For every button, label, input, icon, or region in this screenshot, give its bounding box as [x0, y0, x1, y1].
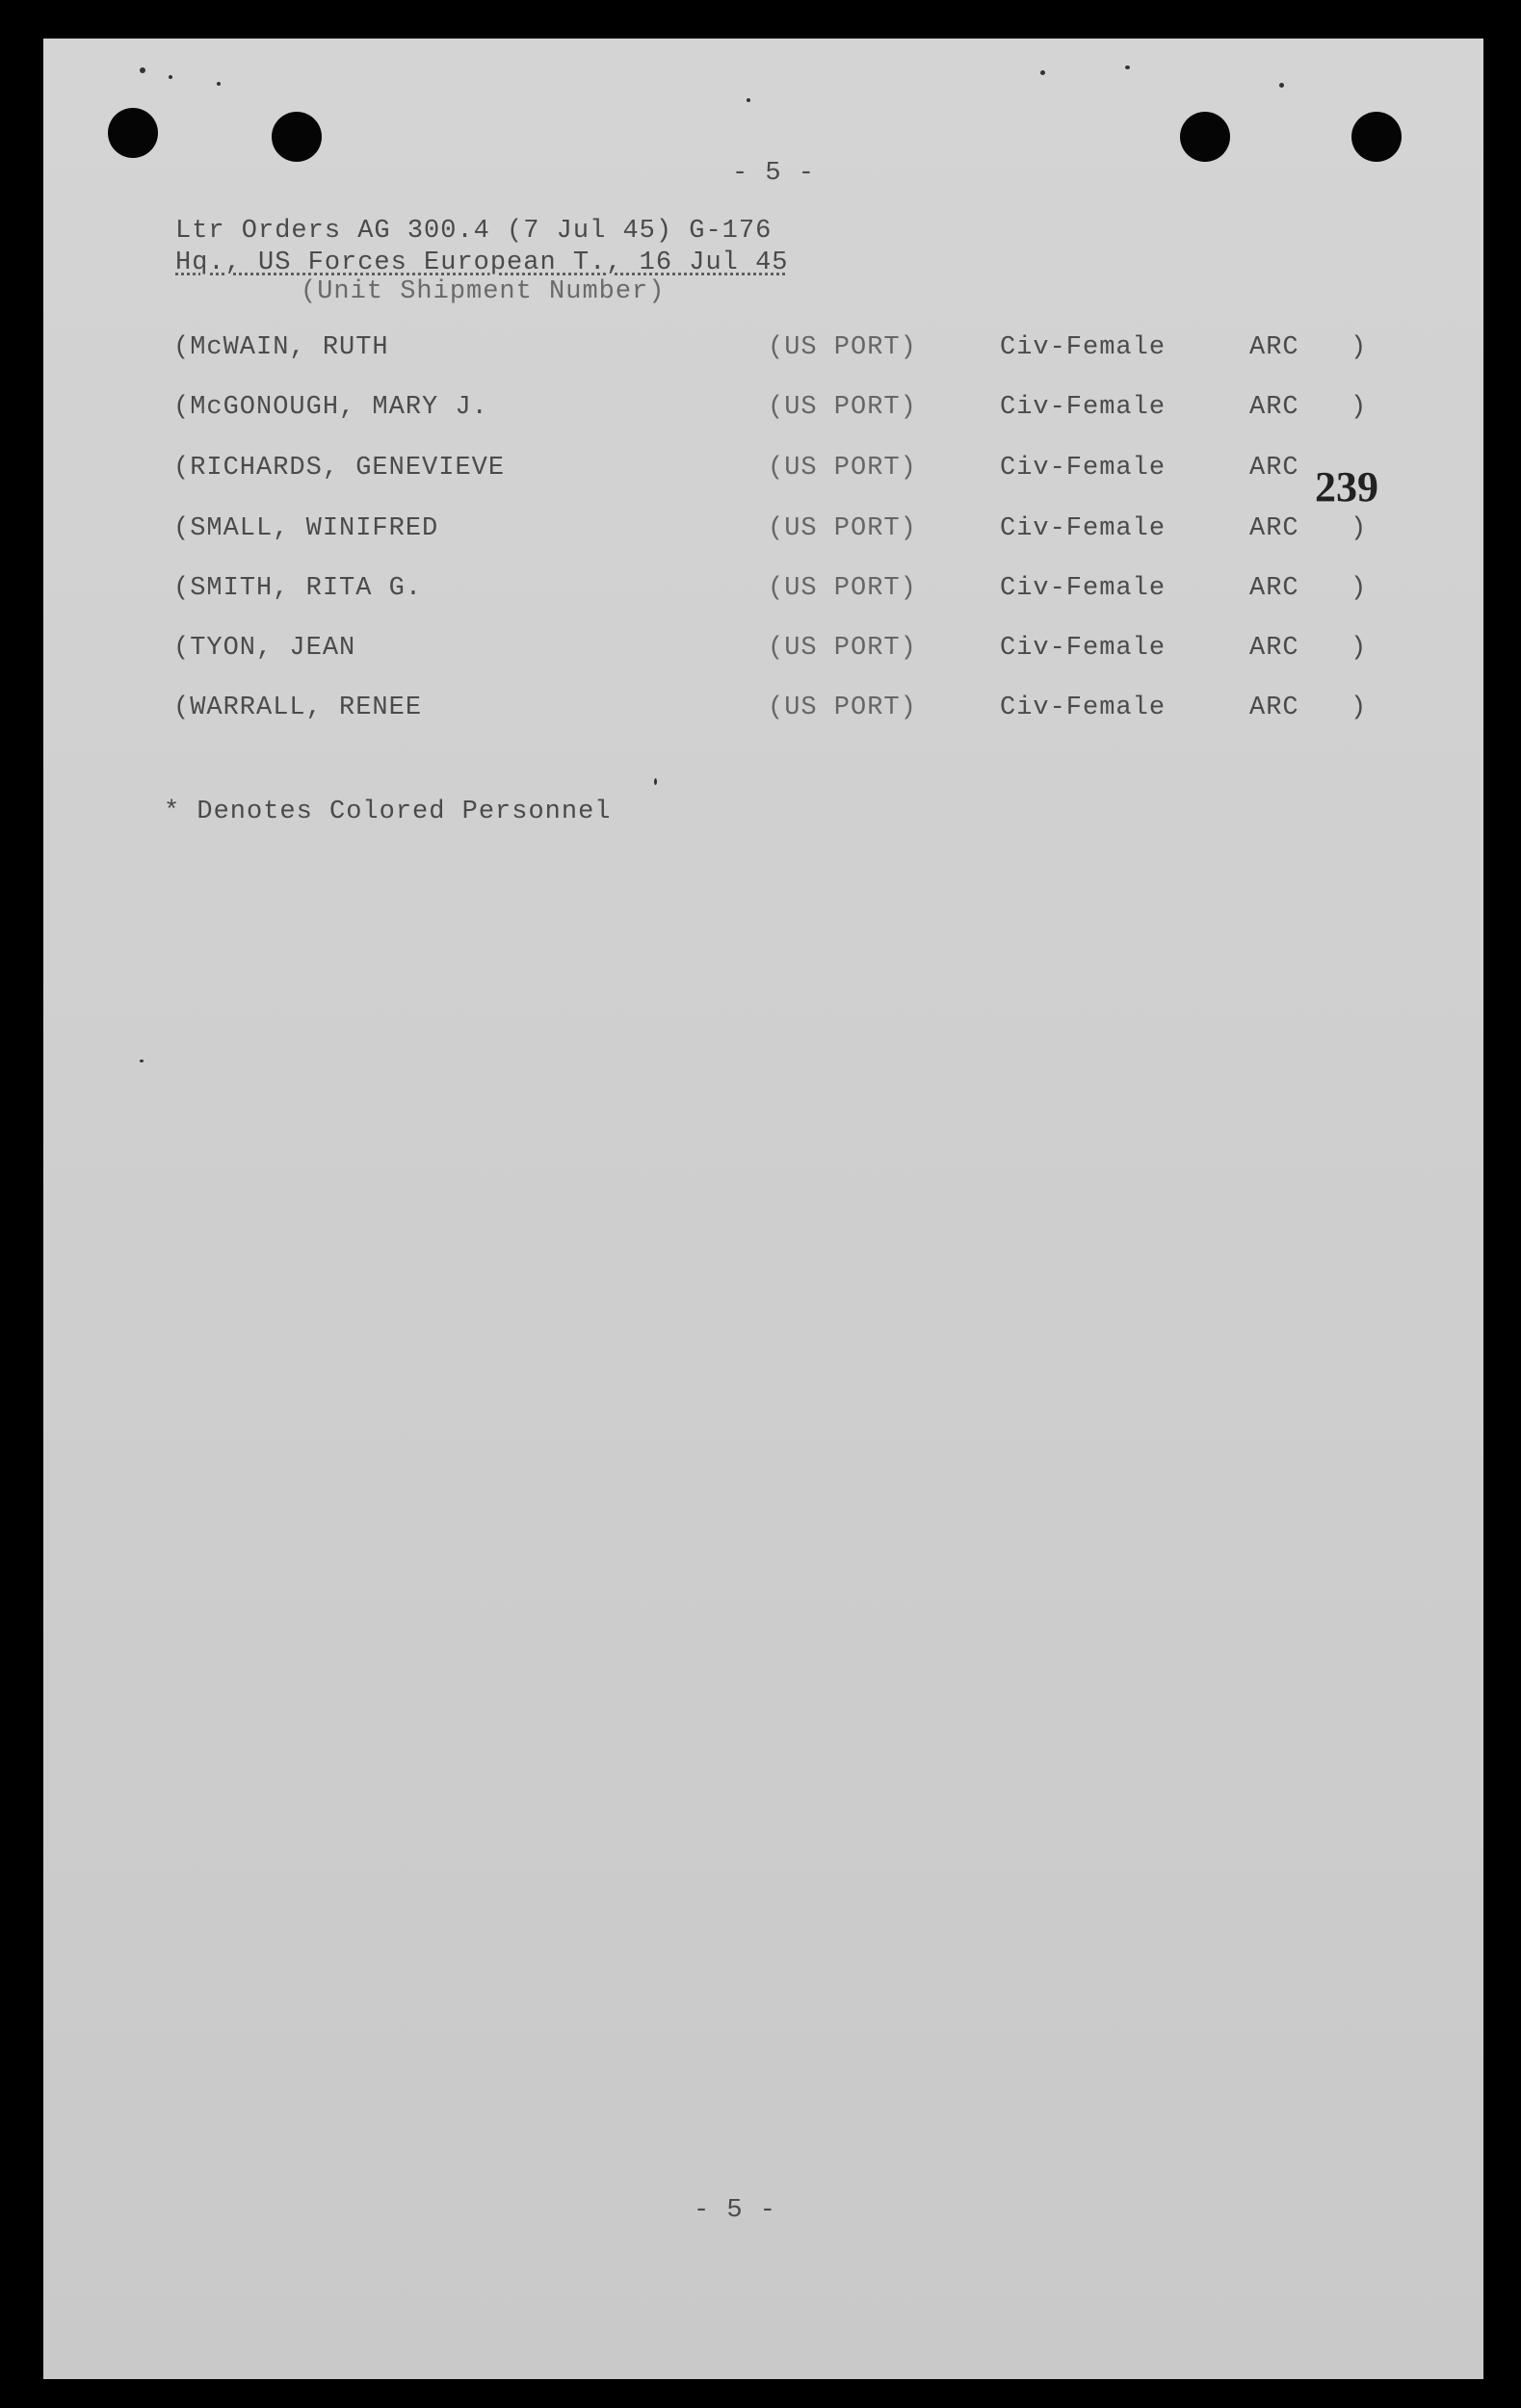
page-number-top: - 5 -	[732, 159, 816, 188]
roster-brace: )	[1351, 574, 1368, 603]
roster-name: (WARRALL, RENEE	[173, 694, 423, 722]
roster-port: (US PORT)	[768, 574, 917, 603]
roster-org: ARC	[1249, 574, 1299, 603]
roster-row	[43, 634, 1483, 672]
hq-line: Hq., US Forces European T., 16 Jul 45	[175, 249, 789, 277]
punch-hole-left-2	[272, 112, 322, 162]
roster-org: ARC	[1249, 393, 1299, 422]
roster-org: ARC	[1249, 333, 1299, 362]
roster-brace: )	[1351, 393, 1368, 422]
dust-speck	[1040, 70, 1045, 75]
page-number-bottom: - 5 -	[694, 2196, 777, 2225]
dust-speck	[140, 1060, 144, 1062]
punch-hole-left-1	[108, 108, 158, 158]
dust-speck	[140, 67, 145, 73]
roster-name: (RICHARDS, GENEVIEVE	[173, 454, 506, 483]
dust-speck	[169, 75, 172, 79]
roster-port: (US PORT)	[768, 454, 917, 483]
roster-row	[43, 514, 1483, 553]
orders-line: Ltr Orders AG 300.4 (7 Jul 45) G-176	[175, 217, 773, 246]
roster-brace: )	[1351, 634, 1368, 663]
roster-org: ARC	[1249, 514, 1299, 543]
roster-classification: Civ-Female	[1000, 333, 1167, 362]
roster-org: ARC	[1249, 454, 1299, 483]
roster-name: (SMITH, RITA G.	[173, 574, 423, 603]
unit-shipment-line: (Unit Shipment Number)	[301, 277, 666, 306]
roster-classification: Civ-Female	[1000, 393, 1167, 422]
dust-speck	[217, 82, 221, 86]
roster-port: (US PORT)	[768, 634, 917, 663]
roster-classification: Civ-Female	[1000, 574, 1167, 603]
roster-brace: )	[1351, 333, 1368, 362]
roster-name: (TYON, JEAN	[173, 634, 356, 663]
roster-name: (McWAIN, RUTH	[173, 333, 389, 362]
stamp-number: 239	[1315, 463, 1378, 510]
roster-row	[43, 694, 1483, 732]
roster-classification: Civ-Female	[1000, 514, 1167, 543]
dust-speck	[747, 98, 750, 102]
roster-classification: Civ-Female	[1000, 454, 1167, 483]
punch-hole-right-1	[1180, 112, 1230, 162]
roster-port: (US PORT)	[768, 514, 917, 543]
roster-port: (US PORT)	[768, 333, 917, 362]
roster-brace: )	[1351, 694, 1368, 722]
footnote: * Denotes Colored Personnel	[164, 798, 612, 826]
roster-row	[43, 393, 1483, 432]
roster-row	[43, 454, 1483, 492]
roster-row	[43, 574, 1483, 613]
dust-speck	[654, 778, 657, 785]
roster-port: (US PORT)	[768, 694, 917, 722]
roster-brace: )	[1351, 514, 1368, 543]
roster-row	[43, 333, 1483, 372]
document-page	[43, 39, 1483, 2379]
roster-port: (US PORT)	[768, 393, 917, 422]
roster-org: ARC	[1249, 694, 1299, 722]
dust-speck	[1125, 65, 1130, 69]
punch-hole-right-2	[1351, 112, 1402, 162]
roster-org: ARC	[1249, 634, 1299, 663]
roster-classification: Civ-Female	[1000, 694, 1167, 722]
roster-name: (McGONOUGH, MARY J.	[173, 393, 488, 422]
dust-speck	[1279, 83, 1284, 88]
roster-classification: Civ-Female	[1000, 634, 1167, 663]
roster-name: (SMALL, WINIFRED	[173, 514, 439, 543]
